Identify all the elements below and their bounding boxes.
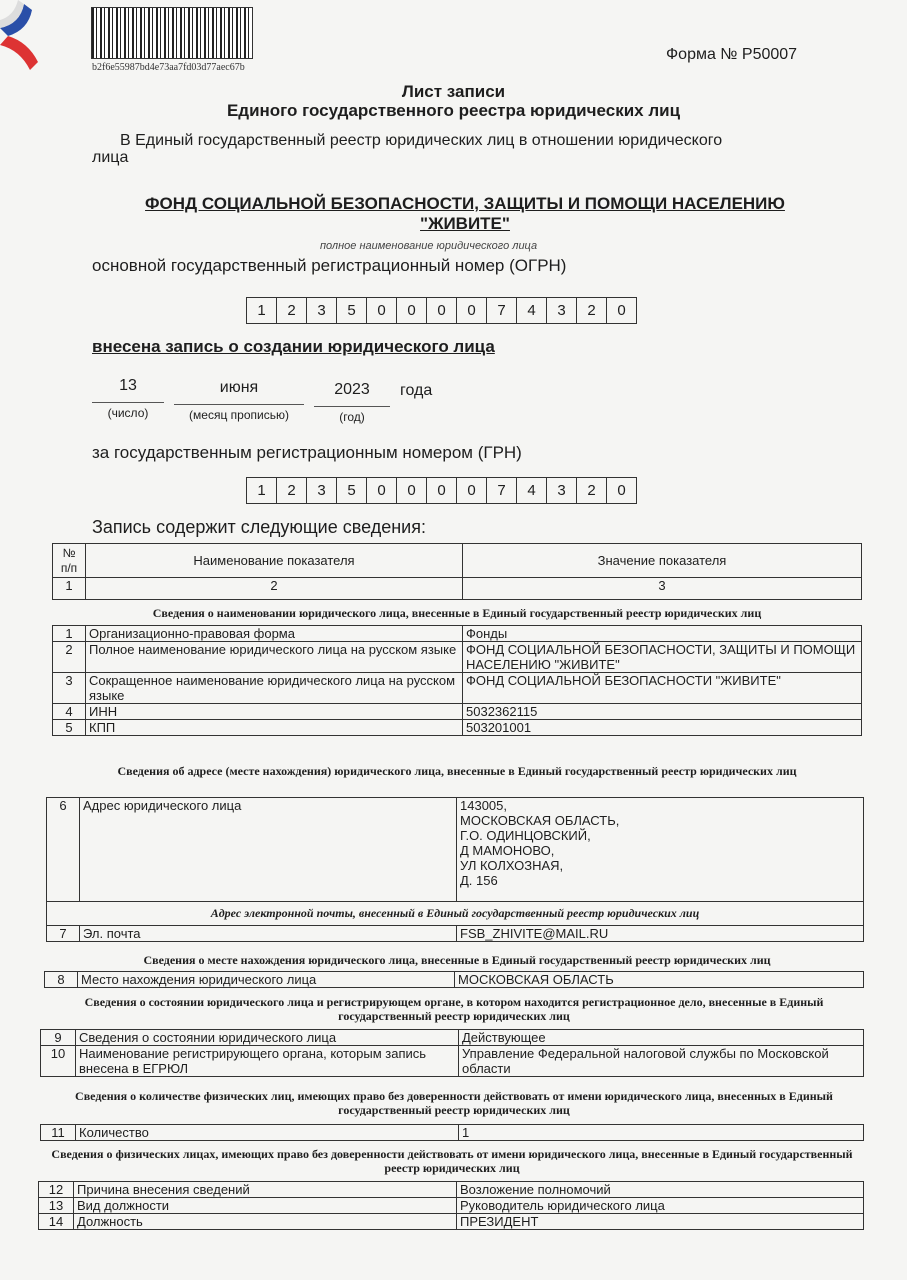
address-section-table <box>46 797 864 942</box>
row-value: ПРЕЗИДЕНТ <box>457 1214 864 1230</box>
entry-day: 13 <box>119 377 137 394</box>
address-value: 143005, МОСКОВСКАЯ ОБЛАСТЬ, Г.О. ОДИНЦОВСКИЙ, Д МАМОНОВО, УЛ КОЛХОЗНАЯ, Д. 156 <box>457 798 864 902</box>
name-section-table <box>52 625 862 736</box>
ogrn-digit: 0 <box>426 297 457 324</box>
row-number: 13 <box>39 1198 74 1214</box>
table-row <box>41 1030 864 1046</box>
section-heading: Сведения о количестве физических лиц, имеющих право без доверенности действовать от имени юридического лица, внесенных в Единый государственный реестр юридических лиц <box>75 1089 833 1117</box>
table-row <box>45 972 864 988</box>
year-caption: (год) <box>339 410 365 424</box>
row-value: ФОНД СОЦИАЛЬНОЙ БЕЗОПАСНОСТИ, ЗАЩИТЫ И ПОМОЩИ НАСЕЛЕНИЮ "ЖИВИТЕ" <box>463 642 862 673</box>
col-name-header: Наименование показателя <box>86 544 463 578</box>
grn-digit: 1 <box>246 477 277 504</box>
ogrn-digit: 5 <box>336 297 367 324</box>
section-heading: Сведения о физических лицах, имеющих право без доверенности действовать от имени юридического лица, внесенные в Единый государственный реестр юридических лиц <box>51 1147 853 1175</box>
col-value-header: Значение показателя <box>463 544 862 578</box>
location-section-table <box>44 971 864 988</box>
ogrn-digit: 1 <box>246 297 277 324</box>
records-header-table <box>52 543 862 600</box>
table-row <box>47 798 864 902</box>
row-name: Наименование регистрирующего органа, которым запись внесена в ЕГРЮЛ <box>76 1046 459 1077</box>
table-row <box>53 704 862 720</box>
status-section-table <box>40 1029 864 1077</box>
table-row <box>53 626 862 642</box>
ogrn-label: основной государственный регистрационный номер (ОГРН) <box>92 256 567 275</box>
table-row <box>53 720 862 736</box>
table-row <box>39 1214 864 1230</box>
grn-digit: 0 <box>396 477 427 504</box>
organization-full-name: ФОНД СОЦИАЛЬНОЙ БЕЗОПАСНОСТИ, ЗАЩИТЫ И ПОМОЩИ НАСЕЛЕНИЮ "ЖИВИТЕ" <box>145 194 785 233</box>
row-number: 5 <box>53 720 86 736</box>
day-underline <box>92 402 164 403</box>
row-number: 12 <box>39 1182 74 1198</box>
count-section-table <box>40 1124 864 1141</box>
row-number: 11 <box>41 1125 76 1141</box>
row-number: 6 <box>47 798 80 902</box>
row-value: 503201001 <box>463 720 862 736</box>
ogrn-digit: 3 <box>546 297 577 324</box>
col-index: 3 <box>463 578 862 600</box>
section-heading: Сведения о состоянии юридического лица и регистрирующем органе, в котором находится регистрационное дело, внесенные в Единый государственный реестр юридических лиц <box>84 995 824 1023</box>
contains-label: Запись содержит следующие сведения: <box>92 517 426 537</box>
document-title: Лист записи <box>401 82 506 101</box>
row-number: 3 <box>53 673 86 704</box>
row-number: 2 <box>53 642 86 673</box>
grn-grid <box>247 477 637 504</box>
section-heading: Сведения о наименовании юридического лица, внесенные в Единый государственный реестр юридических лиц <box>152 606 762 620</box>
row-name: Эл. почта <box>80 926 457 942</box>
ogrn-digit: 3 <box>306 297 337 324</box>
tricolor-ribbon-icon <box>0 0 40 80</box>
grn-digit: 2 <box>576 477 607 504</box>
grn-digit: 2 <box>276 477 307 504</box>
table-row <box>53 673 862 704</box>
row-name: КПП <box>86 720 463 736</box>
row-name: Место нахождения юридического лица <box>78 972 455 988</box>
ogrn-digit: 0 <box>606 297 637 324</box>
entry-statement: внесена запись о создании юридического лица <box>92 337 495 356</box>
row-value: Действующее <box>459 1030 864 1046</box>
row-number: 8 <box>45 972 78 988</box>
ogrn-digit: 2 <box>276 297 307 324</box>
entry-year: 2023 <box>334 381 370 398</box>
intro-text-cont: лица <box>92 149 129 166</box>
row-number: 9 <box>41 1030 76 1046</box>
ogrn-digit: 7 <box>486 297 517 324</box>
table-row <box>39 1182 864 1198</box>
row-value: 1 <box>459 1125 864 1141</box>
row-name: Адрес юридического лица <box>80 798 457 902</box>
row-value: Руководитель юридического лица <box>457 1198 864 1214</box>
year-word: года <box>400 382 433 399</box>
ogrn-grid <box>247 297 637 324</box>
col-index: 1 <box>53 578 86 600</box>
ogrn-digit: 2 <box>576 297 607 324</box>
row-name: Сведения о состоянии юридического лица <box>76 1030 459 1046</box>
year-underline <box>314 406 390 407</box>
row-name: Вид должности <box>74 1198 457 1214</box>
row-value: Управление Федеральной налоговой службы по Московской области <box>459 1046 864 1077</box>
ogrn-digit: 0 <box>366 297 397 324</box>
table-row <box>47 926 864 942</box>
day-caption: (число) <box>107 406 149 420</box>
row-value: МОСКОВСКАЯ ОБЛАСТЬ <box>455 972 864 988</box>
row-value: Возложение полномочий <box>457 1182 864 1198</box>
month-underline <box>174 404 304 405</box>
month-caption: (месяц прописью) <box>189 408 289 422</box>
row-name: Сокращенное наименование юридического лица на русском языке <box>86 673 463 704</box>
row-name: Организационно-правовая форма <box>86 626 463 642</box>
grn-digit: 3 <box>306 477 337 504</box>
grn-digit: 3 <box>546 477 577 504</box>
grn-digit: 0 <box>606 477 637 504</box>
col-num-header: № п/п <box>53 544 86 578</box>
grn-digit: 0 <box>426 477 457 504</box>
document-subtitle: Единого государственного реестра юридических лиц <box>226 101 681 120</box>
persons-section-table <box>38 1181 864 1230</box>
table-row <box>39 1198 864 1214</box>
ogrn-digit: 0 <box>456 297 487 324</box>
intro-text: В Единый государственный реестр юридических лиц в отношении юридического <box>120 132 723 149</box>
barcode-image <box>92 8 252 58</box>
col-index: 2 <box>86 578 463 600</box>
grn-digit: 0 <box>366 477 397 504</box>
grn-digit: 5 <box>336 477 367 504</box>
row-number: 4 <box>53 704 86 720</box>
entry-month: июня <box>219 379 259 396</box>
grn-digit: 0 <box>456 477 487 504</box>
row-number: 7 <box>47 926 80 942</box>
row-number: 1 <box>53 626 86 642</box>
ogrn-digit: 0 <box>396 297 427 324</box>
row-number: 14 <box>39 1214 74 1230</box>
row-name: Причина внесения сведений <box>74 1182 457 1198</box>
section-heading: Сведения о месте нахождения юридического лица, внесенные в Единый государственный реестр юридических лиц <box>143 953 771 967</box>
email-subheading: Адрес электронной почты, внесенный в Единый государственный реестр юридических лиц <box>47 902 864 926</box>
form-number: Форма № Р50007 <box>666 46 798 63</box>
row-name: Полное наименование юридического лица на русском языке <box>86 642 463 673</box>
row-value: Фонды <box>463 626 862 642</box>
grn-digit: 7 <box>486 477 517 504</box>
document-hash: b2f6e55987bd4e73aa7fd03d77aec67b <box>92 62 245 73</box>
row-name: ИНН <box>86 704 463 720</box>
section-heading: Сведения об адресе (месте нахождения) юридического лица, внесенные в Единый государственный реестр юридических лиц <box>117 764 797 778</box>
row-number: 10 <box>41 1046 76 1077</box>
table-row <box>41 1046 864 1077</box>
table-row <box>47 902 864 926</box>
row-name: Должность <box>74 1214 457 1230</box>
table-row <box>41 1125 864 1141</box>
row-name: Количество <box>76 1125 459 1141</box>
table-row <box>53 642 862 673</box>
full-name-caption: полное наименование юридического лица <box>320 240 538 252</box>
row-value: 5032362115 <box>463 704 862 720</box>
row-value: ФОНД СОЦИАЛЬНОЙ БЕЗОПАСНОСТИ "ЖИВИТЕ" <box>463 673 862 704</box>
grn-label: за государственным регистрационным номером (ГРН) <box>92 443 522 462</box>
ogrn-digit: 4 <box>516 297 547 324</box>
row-value: FSB_ZHIVITE@MAIL.RU <box>457 926 864 942</box>
grn-digit: 4 <box>516 477 547 504</box>
